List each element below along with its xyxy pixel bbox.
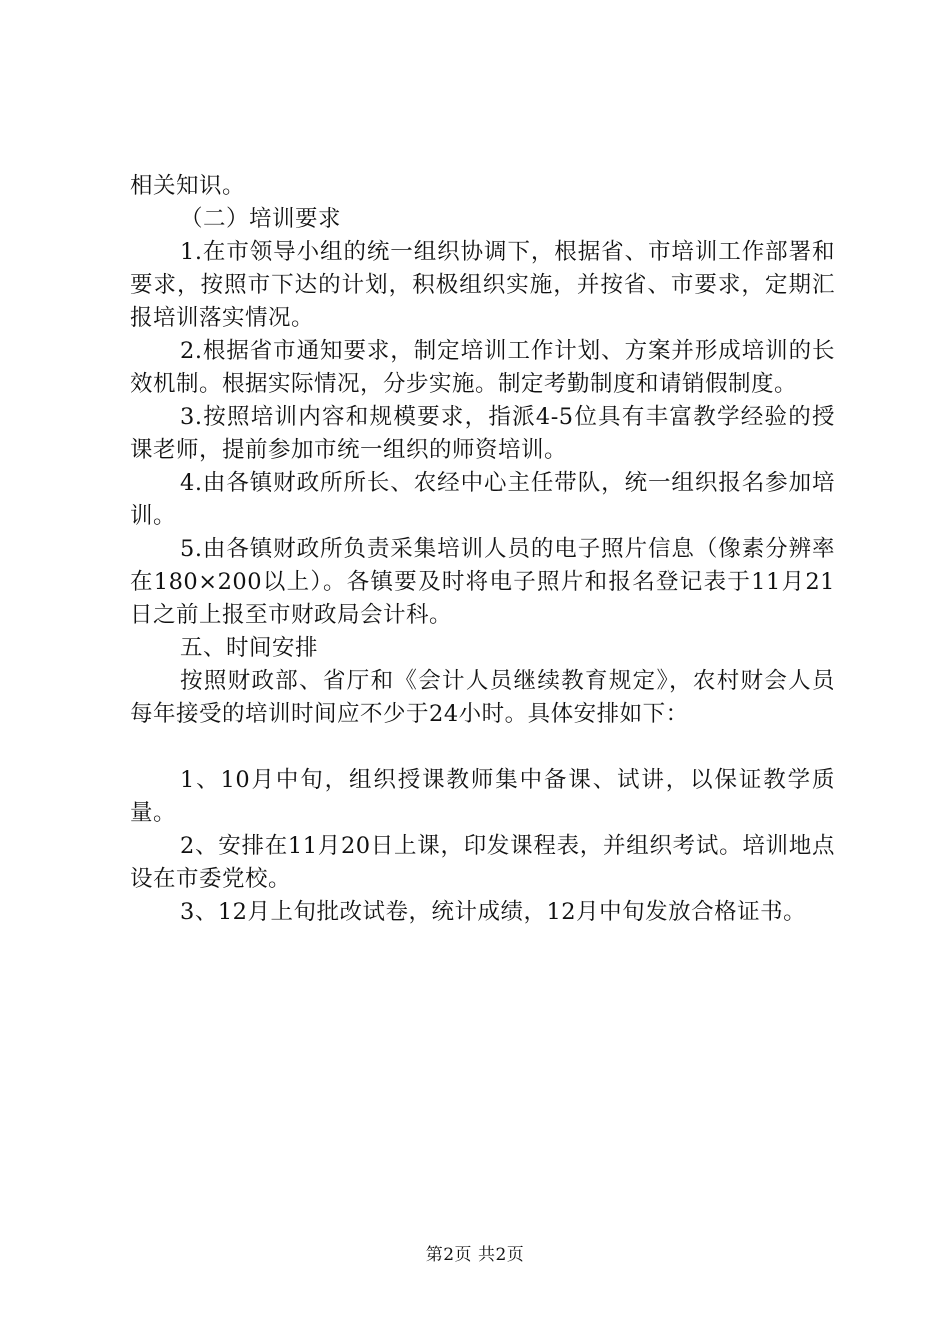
schedule-item-1: 1、10月中旬，组织授课教师集中备课、试讲，以保证教学质量。 [130, 767, 835, 826]
schedule-item-3: 3、12月上旬批改试卷，统计成绩，12月中旬发放合格证书。 [180, 899, 807, 925]
document-body [130, 170, 835, 929]
paragraph-continuation: 相关知识。 [130, 173, 246, 199]
requirement-item-2: 2.根据省市通知要求，制定培训工作计划、方案并形成培训的长效机制。根据实际情况，分步实施。制定考勤制度和请销假制度。 [130, 338, 835, 397]
section-heading-schedule: 五、时间安排 [180, 635, 319, 661]
section-heading-training-requirements: （二）培训要求 [180, 206, 342, 232]
page-number-footer: 第2页 共2页 [425, 1245, 525, 1265]
requirement-item-5: 5.由各镇财政所负责采集培训人员的电子照片信息（像素分辨率在180×200以上）。各镇要及时将电子照片和报名登记表于11月21日之前上报至市财政局会计科。 [130, 536, 835, 628]
schedule-item-2: 2、安排在11月20日上课，印发课程表，并组织考试。培训地点设在市委党校。 [130, 833, 835, 892]
requirement-item-3: 3.按照培训内容和规模要求，指派4-5位具有丰富教学经验的授课老师，提前参加市统一组织的师资培训。 [130, 404, 835, 463]
schedule-intro: 按照财政部、省厅和《会计人员继续教育规定》，农村财会人员每年接受的培训时间应不少于24小时。具体安排如下： [130, 668, 835, 727]
requirement-item-4: 4.由各镇财政所所长、农经中心主任带队，统一组织报名参加培训。 [130, 470, 835, 529]
paragraph-gap [130, 731, 835, 764]
requirement-item-1: 1.在市领导小组的统一组织协调下，根据省、市培训工作部署和要求，按照市下达的计划，积极组织实施，并按省、市要求，定期汇报培训落实情况。 [130, 239, 835, 331]
